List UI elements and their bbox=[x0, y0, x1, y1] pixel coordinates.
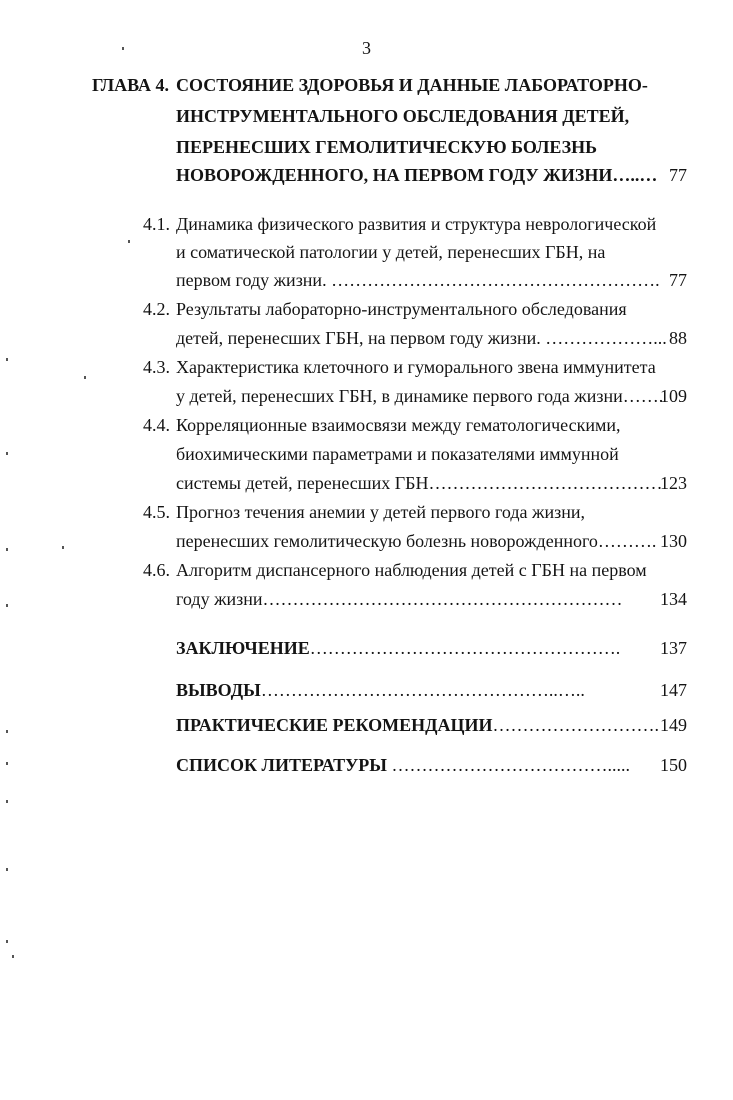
section-title-line: Результаты лабораторно-инструментального обследования bbox=[176, 299, 627, 319]
scan-speck bbox=[6, 800, 8, 803]
section-title-line: системы детей, перенесших ГБН………………………………… bbox=[176, 473, 663, 493]
scan-speck bbox=[6, 604, 8, 607]
section-title-line: Алгоритм диспансерного наблюдения детей с ГБН на первом bbox=[176, 560, 647, 580]
scan-speck bbox=[128, 240, 130, 243]
section-page: 123 bbox=[660, 473, 687, 493]
chapter-title-line-4: НОВОРОЖДЕННОГО, НА ПЕРВОМ ГОДУ ЖИЗНИ…..… bbox=[176, 165, 658, 185]
section-title-line: первом году жизни. ………………………………………………. bbox=[176, 270, 660, 290]
section-number: 4.3. bbox=[143, 357, 170, 377]
scan-speck bbox=[62, 546, 64, 549]
scan-speck bbox=[6, 548, 8, 551]
backmatter-page: 137 bbox=[660, 638, 687, 658]
chapter-page: 77 bbox=[669, 165, 687, 185]
chapter-title-line-2: ИНСТРУМЕНТАЛЬНОГО ОБСЛЕДОВАНИЯ ДЕТЕЙ, bbox=[176, 106, 630, 126]
section-title-line: году жизни…………………………………………………… bbox=[176, 589, 623, 609]
section-page: 130 bbox=[660, 531, 687, 551]
section-title-line: Корреляционные взаимосвязи между гематологическими, bbox=[176, 415, 621, 435]
backmatter-page: 149 bbox=[660, 715, 687, 735]
scan-speck bbox=[6, 358, 8, 361]
page-number: 3 bbox=[362, 38, 371, 58]
section-page: 88 bbox=[669, 328, 687, 348]
scan-speck bbox=[122, 47, 124, 50]
section-number: 4.2. bbox=[143, 299, 170, 319]
section-title-line: у детей, перенесших ГБН, в динамике первого года жизни……. bbox=[176, 386, 664, 406]
section-title-line: Характеристика клеточного и гуморального звена иммунитета bbox=[176, 357, 656, 377]
backmatter-title: ВЫВОДЫ bbox=[176, 680, 261, 700]
backmatter-title: ПРАКТИЧЕСКИЕ РЕКОМЕНДАЦИИ bbox=[176, 715, 493, 735]
leader-dots: ………………………. bbox=[492, 715, 660, 735]
leader-dots: ………………………………..... bbox=[386, 755, 630, 775]
backmatter-title: СПИСОК ЛИТЕРАТУРЫ bbox=[176, 755, 387, 775]
scan-speck bbox=[12, 955, 14, 958]
section-title-line: и соматической патологии у детей, перенесших ГБН, на bbox=[176, 242, 606, 262]
section-title-line: детей, перенесших ГБН, на первом году жизни. ………………... bbox=[176, 328, 667, 348]
backmatter-page: 147 bbox=[660, 680, 687, 700]
backmatter-title: ЗАКЛЮЧЕНИЕ bbox=[176, 638, 310, 658]
section-page: 134 bbox=[660, 589, 687, 609]
section-number: 4.5. bbox=[143, 502, 170, 522]
scan-speck bbox=[6, 868, 8, 871]
backmatter-page: 150 bbox=[660, 755, 687, 775]
section-number: 4.4. bbox=[143, 415, 170, 435]
section-number: 4.6. bbox=[143, 560, 170, 580]
section-title-line: Динамика физического развития и структура неврологической bbox=[176, 214, 657, 234]
leader-dots: …………………………………………..….. bbox=[260, 680, 585, 700]
chapter-label: ГЛАВА 4. bbox=[92, 75, 170, 95]
scan-speck bbox=[6, 452, 8, 455]
section-title-line: Прогноз течения анемии у детей первого года жизни, bbox=[176, 502, 585, 522]
section-title-line: биохимическими параметрами и показателями иммунной bbox=[176, 444, 619, 464]
chapter-title-line-3: ПЕРЕНЕСШИХ ГЕМОЛИТИЧЕСКУЮ БОЛЕЗНЬ bbox=[176, 137, 598, 157]
scan-speck bbox=[84, 376, 86, 379]
chapter-title-line-1: СОСТОЯНИЕ ЗДОРОВЬЯ И ДАННЫЕ ЛАБОРАТОРНО- bbox=[176, 75, 648, 95]
scan-speck bbox=[6, 940, 8, 943]
scan-speck bbox=[6, 730, 8, 733]
section-page: 109 bbox=[660, 386, 687, 406]
section-title-line: перенесших гемолитическую болезнь новорожденного………. bbox=[176, 531, 657, 551]
scan-speck bbox=[6, 762, 8, 765]
section-number: 4.1. bbox=[143, 214, 170, 234]
leader-dots: ……………………………………………. bbox=[309, 638, 621, 658]
section-page: 77 bbox=[669, 270, 687, 290]
